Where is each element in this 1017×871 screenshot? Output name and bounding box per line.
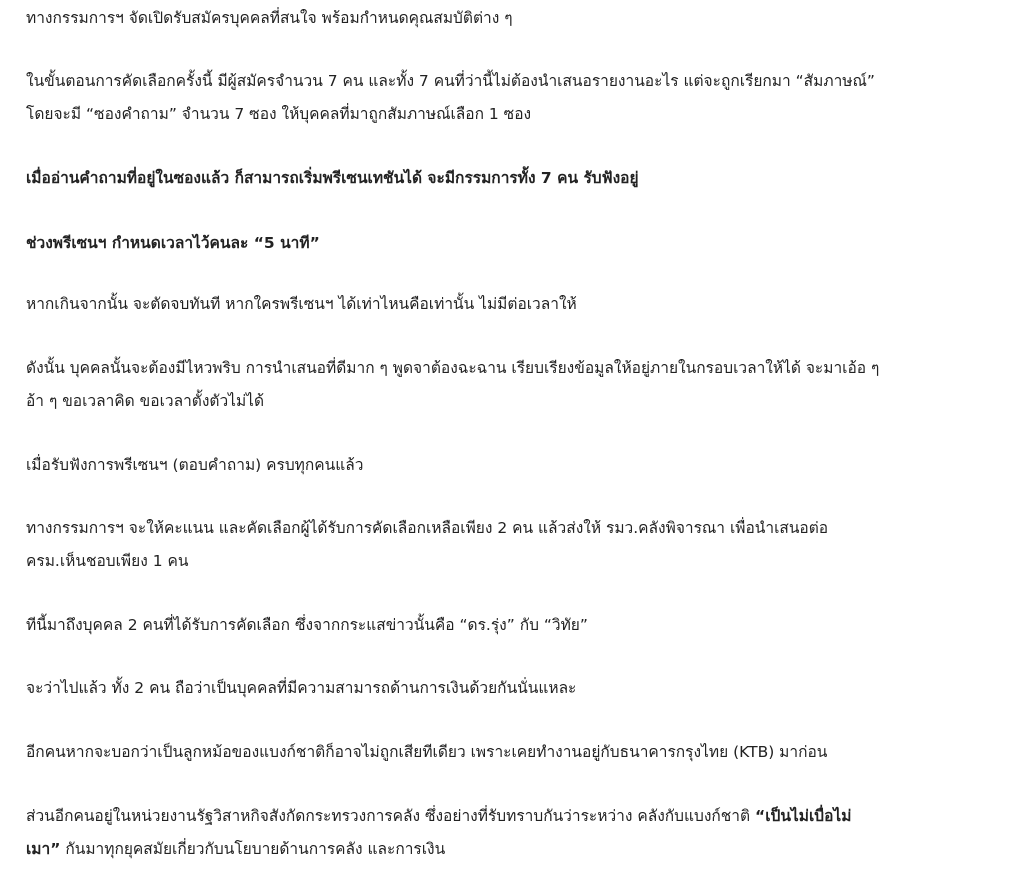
paragraph-2 [26, 65, 1001, 131]
paragraph-line [26, 800, 1001, 833]
paragraph-line: โดยจะมี “ซองคำถาม” จำนวน 7 ซอง ให้บุคคลที่มาถูกสัมภาษณ์เลือก 1 ซอง [26, 105, 532, 123]
paragraph-8 [26, 512, 1001, 578]
paragraph-line: จะว่าไปแล้ว ทั้ง 2 คน ถือว่าเป็นบุคคลที่มีความสามารถด้านการเงินด้วยกันนั่นแหละ [26, 679, 577, 697]
paragraph-7 [26, 449, 1001, 482]
paragraph-line: ดังนั้น บุคคลนั้นจะต้องมีไหวพริบ การนำเสนอที่ดีมาก ๆ พูดจาต้องฉะฉาน เรียบเรียงข้อมูลให้อยู่ภายในกรอบเวลาให้ได้ จะมาเอ้อ ๆ [26, 359, 880, 377]
paragraph-6 [26, 352, 1001, 418]
paragraph-line: เมื่อรับฟังการพรีเซนฯ (ตอบคำถาม) ครบทุกคนแล้ว [26, 456, 364, 474]
paragraph-text: กันมาทุกยุคสมัยเกี่ยวกับนโยบายด้านการคลัง และการเงิน [60, 840, 446, 858]
emphasis-text: “เป็นไม่เบื่อไม่ [755, 807, 852, 825]
paragraph-line: ทีนี้มาถึงบุคคล 2 คนที่ได้รับการคัดเลือก ซึ่งจากกระแสข่าวนั้นคือ “ดร.รุ่ง” กับ “วิทัย” [26, 616, 588, 634]
paragraph-line: อีกคนหากจะบอกว่าเป็นลูกหม้อของแบงก์ชาติก็อาจไม่ถูกเสียทีเดียว เพราะเคยทำงานอยู่กับธนาคารกรุงไทย (KTB) มาก่อน [26, 743, 828, 761]
paragraph-line: เมื่ออ่านคำถามที่อยู่ในซองแล้ว ก็สามารถเริ่มพรีเซนเทชันได้ จะมีกรรมการทั้ง 7 คน รับฟังอยู่ [26, 169, 639, 187]
paragraph-5 [26, 288, 1001, 321]
paragraph-10 [26, 672, 1001, 705]
paragraph-line: ทางกรรมการฯ จัดเปิดรับสมัครบุคคลที่สนใจ พร้อมกำหนดคุณสมบัติต่าง ๆ [26, 9, 513, 27]
paragraph-12 [26, 800, 1001, 866]
paragraph-line: ช่วงพรีเซนฯ กำหนดเวลาไว้คนละ “5 นาที” [26, 234, 320, 252]
paragraph-11 [26, 736, 1001, 769]
paragraph-line: ทางกรรมการฯ จะให้คะแนน และคัดเลือกผู้ได้รับการคัดเลือกเหลือเพียง 2 คน แล้วส่งให้ รมว.คลังพิจารณา เพื่อนำเสนอต่อ [26, 519, 829, 537]
paragraph-3-bold [26, 162, 1001, 195]
paragraph-line: อ้า ๆ ขอเวลาคิด ขอเวลาตั้งตัวไม่ได้ [26, 392, 265, 410]
paragraph-1 [26, 2, 1001, 35]
paragraph-text: ส่วนอีกคนอยู่ในหน่วยงานรัฐวิสาหกิจสังกัดกระทรวงการคลัง ซึ่งอย่างที่รับทราบกันว่าระหว่าง คลังกับแบงก์ชาติ [26, 807, 756, 825]
paragraph-line [26, 833, 1001, 866]
paragraph-4-bold [26, 227, 1001, 260]
paragraph-line: หากเกินจากนั้น จะตัดจบทันที หากใครพรีเซนฯ ได้เท่าไหนคือเท่านั้น ไม่มีต่อเวลาให้ [26, 295, 577, 313]
paragraph-line: ในขั้นตอนการคัดเลือกครั้งนี้ มีผู้สมัครจำนวน 7 คน และทั้ง 7 คนที่ว่านี้ไม่ต้องนำเสนอรายงานอะไร แต่จะถูกเรียกมา “สัมภาษณ์” [26, 72, 875, 90]
paragraph-line: ครม.เห็นชอบเพียง 1 คน [26, 552, 189, 570]
paragraph-9 [26, 609, 1001, 642]
emphasis-text: เมา” [26, 840, 61, 858]
